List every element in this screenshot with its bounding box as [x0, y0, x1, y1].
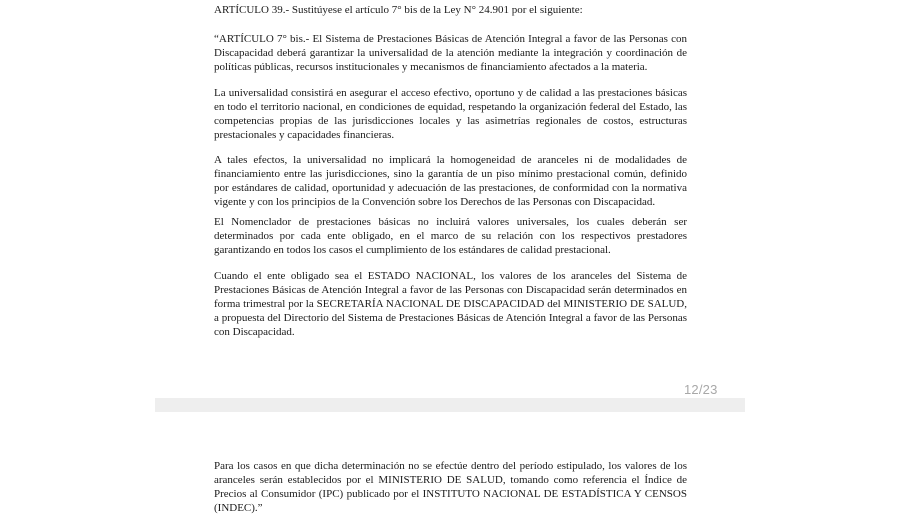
paragraph-6: Para los casos en que dicha determinación no se efectúe dentro del período estipulado, los valores de los aranceles serán establecidos por el MINISTERIO DE SALUD, tomando como referencia el Índice de Precios al Consumidor (IPC) publicado por el INSTITUTO NACIONAL DE ESTADÍSTICA Y CENSOS (INDEC).”: [214, 460, 687, 514]
page-indicator: 12/23: [684, 382, 718, 397]
document-page-13: [155, 412, 745, 514]
page-separator: [155, 398, 745, 412]
paragraph-2: La universalidad consistirá en asegurar el acceso efectivo, oportuno y de calidad a las prestaciones básicas en todo el territorio nacional, en condiciones de equidad, respetando la organización federal del Estado, las competencias propias de las jurisdicciones locales y las asimetrías regionales de costos, estructuras prestacionales y capacidades financieras.: [214, 87, 687, 141]
paragraph-1: “ARTÍCULO 7° bis.- El Sistema de Prestaciones Básicas de Atención Integral a favor de las Personas con Discapacidad deberá garantizar la universalidad de la atención mediante la integración y coordinación de políticas públicas, recursos institucionales y mecanismos de financiamiento afectados a la materia.: [214, 33, 687, 73]
paragraph-3: A tales efectos, la universalidad no implicará la homogeneidad de aranceles ni de modalidades de financiamiento entre las jurisdicciones, sino la garantía de un piso mínimo prestacional común, definido por estándares de calidad, oportunidad y adecuación de las prestaciones, de conformidad con la normativa vigente y con los principios de la Convención sobre los Derechos de las Personas con Discapacidad.: [214, 154, 687, 208]
article-heading: ARTÍCULO 39.- Sustitúyese el artículo 7° bis de la Ley N° 24.901 por el siguiente:: [214, 4, 583, 16]
document-page-12: [155, 0, 745, 398]
paragraph-4: El Nomenclador de prestaciones básicas no incluirá valores universales, los cuales deberán ser determinados por cada ente obligado, en el marco de su relación con los respectivos prestadores garantizando en todos los casos el cumplimiento de los estándares de calidad prestacional.: [214, 216, 687, 256]
paragraph-5: Cuando el ente obligado sea el ESTADO NACIONAL, los valores de los aranceles del Sistema de Prestaciones Básicas de Atención Integral a favor de las Personas con Discapacidad serán determinados en forma trimestral por la SECRETARÍA NACIONAL DE DISCAPACIDAD del MINISTERIO DE SALUD, a propuesta del Directorio del Sistema de Prestaciones Básicas de Atención Integral a favor de las Personas con Discapacidad.: [214, 270, 687, 338]
